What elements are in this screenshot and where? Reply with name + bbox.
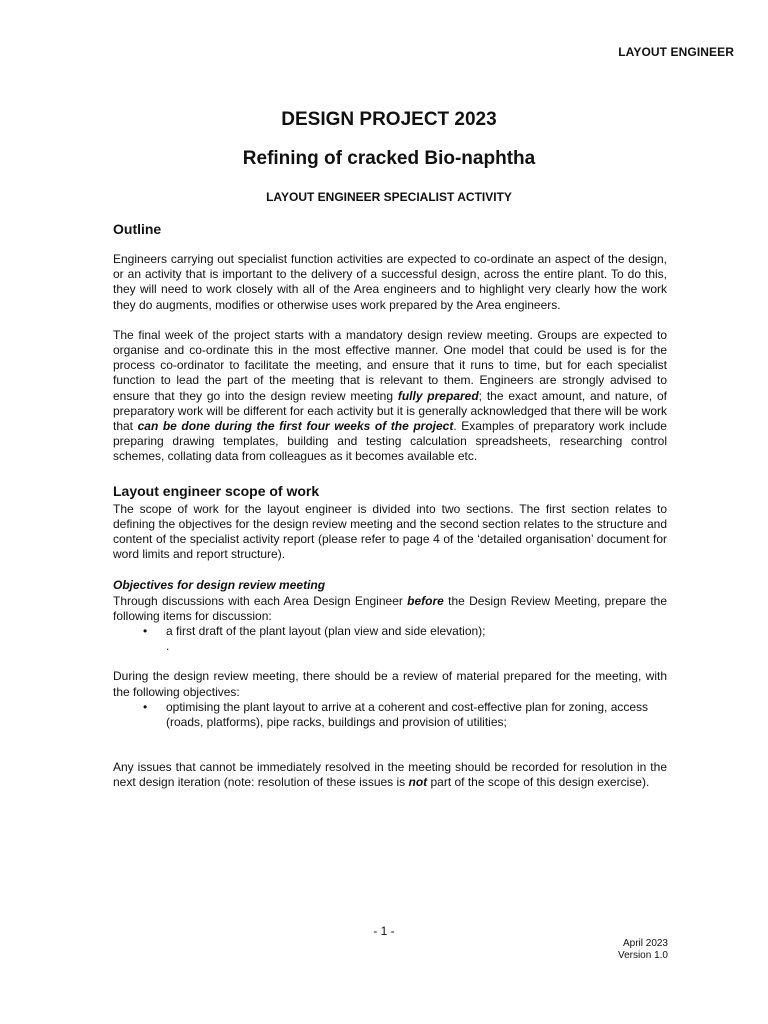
scope-p3-text: During the design review meeting, there should be a review of material prepared for the meeting, with the following objectives: <box>113 669 667 699</box>
scope-p4-text-a: Any issues that cannot be immediately resolved in the meeting should be recorded for resolution in the next design iteration (note: resolution of these issues is <box>113 760 667 790</box>
scope-paragraph-1 <box>113 502 667 563</box>
bullet-text-2: optimising the plant layout to arrive at a coherent and cost-effective plan for zoning, access (roads, platforms), pipe racks, buildings and provision of utilities; <box>166 699 649 730</box>
scope-heading: Layout engineer scope of work <box>113 482 320 499</box>
document-title: DESIGN PROJECT 2023 <box>281 109 497 130</box>
scope-p2-text-a: Through discussions with each Area Design Engineer <box>113 593 408 608</box>
outline-paragraph-1 <box>113 252 667 313</box>
stray-mark: . <box>166 639 170 654</box>
bullet-text-1: a first draft of the plant layout (plan view and side elevation); <box>166 624 486 639</box>
scope-paragraph-4 <box>113 760 667 790</box>
scope-p2-emphasis: before <box>407 593 444 608</box>
outline-p2-text-a: The final week of the project starts with a mandatory design review meeting. Groups are expected to organise and co-ordinate this in the most effective manner. One model that could be used is for the process co-ordinator to facilitate the meeting, and ensure that it runs to time, but for each specialist function to lead the part of the meeting that is relevant to them. Engineers are strongly advised to ensure that they go into the design review meeting <box>113 327 667 403</box>
outline-p2-emphasis-1: fully prepared <box>397 388 479 403</box>
list-item <box>113 700 667 730</box>
document-subtitle: Refining of cracked Bio-naphtha <box>242 148 536 169</box>
objectives-heading: Objectives for design review meeting <box>113 578 326 593</box>
outline-p1-text: Engineers carrying out specialist function activities are expected to co-ordinate an aspect of the design, or an activity that is important to the delivery of a successful design, across the entire plant. To do this, they will need to work closely with all of the Area engineers and to highlight very clearly how the work they do augments, modifies or otherwise uses work prepared by the Area engineers. <box>113 252 667 312</box>
scope-p4-text-c: part of the scope of this design exercise). <box>427 775 650 790</box>
outline-heading: Outline <box>113 221 162 237</box>
outline-p2-text-c: ; the exact amount, and nature, of preparatory work will be different for each activity but it is generally acknowledged that there will be work that <box>113 388 668 434</box>
footer-version-block <box>618 938 668 962</box>
scope-paragraph-3 <box>113 669 667 699</box>
footer-version: Version 1.0 <box>617 950 668 961</box>
list-item <box>113 624 667 639</box>
discussion-items-list <box>113 624 667 639</box>
scope-p1-text: The scope of work for the layout engineer is divided into two sections. The first section relates to defining the objectives for the design review meeting and the second section relates to the structure and content of the specialist activity report (please refer to page 4 of the ‘detailed organisation’ document for word limits and report structure). <box>113 501 667 562</box>
bullet-icon: • <box>143 699 148 714</box>
footer-date: April 2023 <box>622 938 668 949</box>
bullet-icon: • <box>143 624 148 639</box>
activity-heading: LAYOUT ENGINEER SPECIALIST ACTIVITY <box>266 190 512 204</box>
scope-p2-text-c: the Design Review Meeting, prepare the following items for discussion: <box>113 593 668 623</box>
scope-p4-emphasis: not <box>408 775 428 790</box>
objectives-list <box>113 700 667 730</box>
outline-p2-emphasis-2: can be done during the first four weeks of the project <box>137 419 454 434</box>
page-number: - 1 - <box>373 924 395 938</box>
running-header: LAYOUT ENGINEER <box>618 45 734 59</box>
document-body <box>113 221 667 791</box>
outline-paragraph-2 <box>113 328 667 465</box>
scope-paragraph-2 <box>113 594 667 624</box>
outline-p2-text-e: . Examples of preparatory work include preparing drawing templates, building and testing calculation spreadsheets, researching control schemes, collating data from colleagues as it becomes available etc. <box>113 419 667 464</box>
